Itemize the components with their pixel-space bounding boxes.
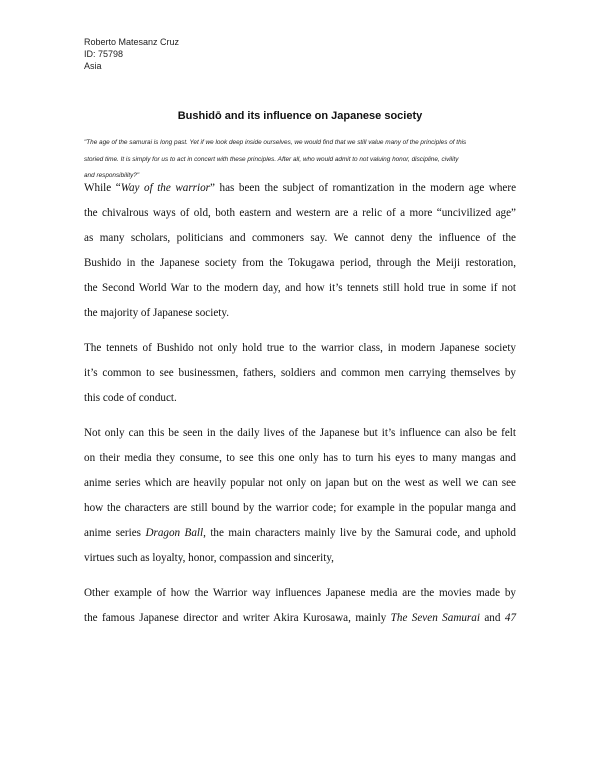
- body-line: anime series which are heavily popular not only on japan but on the west as well we can see: [84, 477, 516, 489]
- document-body: [84, 176, 516, 641]
- quote-line: and responsibility?": [84, 172, 140, 179]
- body-line: it’s common to see businessmen, fathers, soldiers and common men carrying themselves by: [84, 367, 516, 379]
- italic-phrase: The Seven Samurai: [390, 612, 480, 624]
- document-title: Bushidō and its influence on Japanese society: [177, 110, 423, 122]
- quote-line: storied time. It is simply for us to act in concert with these principles. After all, who would admit to not valuing honor, discipline, civility: [84, 155, 459, 163]
- text-run: , the main characters mainly live by the Samurai code, and uphold: [203, 527, 516, 539]
- body-line: the Second World War to the modern day, and how it’s tennets still hold true in some if not: [84, 282, 516, 294]
- author-name: Roberto Matesanz Cruz: [84, 37, 180, 47]
- paragraph-3: [84, 421, 516, 571]
- body-line: The tennets of Bushido not only hold true to the warrior class, in modern Japanese society: [84, 342, 516, 354]
- text-run: While “: [84, 182, 121, 194]
- body-line: how the characters are still bound by the warrior code; for example in the popular manga and: [84, 502, 516, 514]
- body-line: the chivalrous ways of old, both eastern and western are a relic of a more “uncivilized age”: [84, 207, 516, 219]
- italic-phrase: Way of the warrior: [120, 182, 211, 194]
- course-name: Asia: [84, 61, 102, 71]
- body-line: the majority of Japanese society.: [84, 307, 229, 319]
- body-line: Bushido in the Japanese society from the Tokugawa period, through the Meiji restoration,: [84, 257, 516, 269]
- body-line: virtues such as loyalty, honor, compassion and sincerity,: [84, 552, 334, 564]
- text-run: the famous Japanese director and writer Akira Kurosawa, mainly: [84, 612, 391, 624]
- body-line: [84, 176, 516, 201]
- italic-phrase: 47: [504, 612, 517, 624]
- body-line: Not only can this be seen in the daily lives of the Japanese but it’s influence can also be felt: [84, 427, 516, 439]
- text-run: and: [479, 612, 505, 624]
- text-run: anime series: [84, 527, 146, 539]
- body-line: as many scholars, politicians and commoners say. We cannot deny the influence of the: [84, 232, 516, 244]
- quote-line: "The age of the samurai is long past. Yet if we look deep inside ourselves, we would find that we still value many of the principles of this: [84, 139, 467, 146]
- paragraph-4: [84, 581, 516, 631]
- body-line: [84, 606, 516, 631]
- body-line: on their media they consume, to see this one only has to turn his eyes to many mangas and: [84, 452, 516, 464]
- italic-phrase: Dragon Ball: [145, 527, 204, 539]
- text-run: ” has been the subject of romantization in the modern age where: [210, 182, 517, 194]
- body-line: this code of conduct.: [84, 392, 177, 404]
- body-line: Other example of how the Warrior way influences Japanese media are the movies made by: [84, 587, 516, 599]
- author-header: [84, 36, 179, 72]
- student-id: ID: 75798: [84, 49, 124, 59]
- paragraph-2: [84, 336, 516, 411]
- body-line: [84, 521, 516, 546]
- paragraph-1: [84, 176, 516, 326]
